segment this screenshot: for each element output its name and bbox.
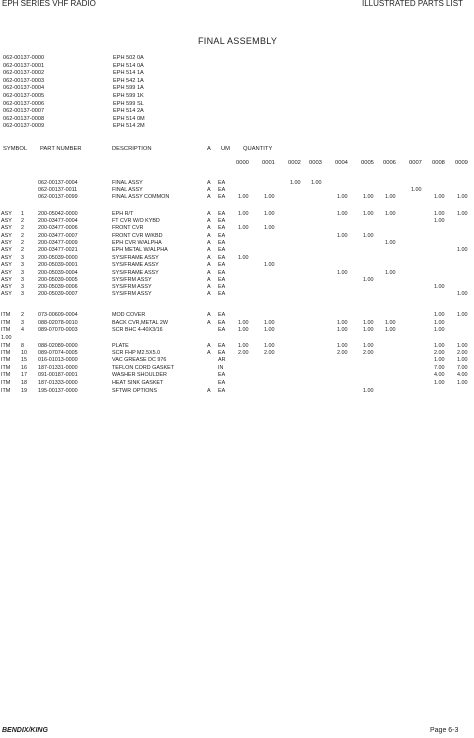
row-quantity: 1.00 (363, 320, 374, 326)
row-unit: EA (218, 277, 226, 283)
table-row (0, 187, 474, 194)
row-description: FINAL ASSY COMMON (112, 194, 170, 200)
table-row (0, 255, 474, 262)
row-description: EPH METAL W/ALPHA (112, 247, 168, 253)
row-quantity: 1.00 (434, 320, 445, 326)
row-a-code: A (207, 187, 211, 193)
row-description: PLATE (112, 343, 129, 349)
row-item-number: 19 (21, 388, 27, 394)
row-symbol: ASY (1, 211, 12, 217)
row-item-number: 1 (21, 211, 24, 217)
row-unit: EA (218, 350, 226, 356)
model-part-number: 062-00137-0007 (3, 108, 45, 115)
row-description: SCR FHP M2.5X5.0 (112, 350, 161, 356)
row-quantity: 1.00 (337, 270, 348, 276)
row-item-number: 3 (21, 284, 24, 290)
table-row (0, 357, 474, 364)
row-part-number: 089-07074-0005 (38, 350, 78, 356)
col-symbol: SYMBOL (3, 146, 28, 152)
table-row (0, 225, 474, 232)
row-quantity: 2.00 (434, 350, 445, 356)
row-quantity: 1.00 (264, 194, 275, 200)
row-item-number: 16 (21, 365, 27, 371)
row-part-number: 200-05039-0005 (38, 277, 78, 283)
row-description: SCR BHC 4-40X3/16 (112, 327, 163, 333)
model-name: EPH 542 1A (113, 77, 144, 84)
row-quantity: 1.00 (363, 388, 374, 394)
row-a-code: A (207, 233, 211, 239)
row-description: BACK CVR,METAL 2W (112, 320, 169, 326)
row-unit: EA (218, 255, 226, 261)
row-symbol: ITM (1, 312, 11, 318)
row-a-code: A (207, 284, 211, 290)
row-quantity: 1.00 (434, 312, 445, 318)
qty-col-header: 0005 (361, 160, 374, 166)
row-part-number: 200-03477-0009 (38, 240, 78, 246)
row-quantity: 2.00 (337, 350, 348, 356)
row-part-number: 187-01333-0000 (38, 380, 78, 386)
row-part-number: 062-00137-0011 (38, 187, 78, 193)
model-part-number: 062-00137-0002 (3, 70, 45, 77)
page-title: FINAL ASSEMBLY (198, 36, 278, 46)
row-unit: IN (218, 365, 224, 371)
row-quantity: 1.00 (337, 320, 348, 326)
row-quantity: 7.00 (457, 365, 468, 371)
row-quantity: 1.00 (363, 327, 374, 333)
row-quantity: 1.00 (385, 320, 396, 326)
row-quantity: 1.00 (238, 211, 249, 217)
row-description: SYS/FRAME ASSY (112, 255, 159, 261)
row-unit: EA (218, 247, 226, 253)
table-row (0, 372, 474, 379)
row-item-number: 18 (21, 380, 27, 386)
row-item-number: 3 (21, 255, 24, 261)
row-a-code: A (207, 240, 211, 246)
table-row (0, 277, 474, 284)
row-unit: EA (218, 211, 226, 217)
row-description: MOD COVER (112, 312, 146, 318)
col-part-number: PART NUMBER (40, 146, 82, 152)
row-quantity: 1.00 (457, 357, 468, 363)
row-unit: EA (218, 284, 226, 290)
model-part-number: 062-00137-0003 (3, 77, 45, 84)
row-symbol: ITM (1, 343, 11, 349)
table-row (0, 388, 474, 395)
qty-col-header: 0003 (309, 160, 322, 166)
table-row (0, 233, 474, 240)
row-quantity: 1.00 (290, 180, 301, 186)
row-a-code: A (207, 247, 211, 253)
model-part-number: 062-00137-0005 (3, 93, 45, 99)
row-part-number: 195-00137-0000 (38, 388, 78, 394)
row-quantity: 1.00 (457, 343, 468, 349)
row-part-number: 088-02078-0010 (38, 320, 78, 326)
model-name: EPH 514 0A (113, 62, 144, 69)
row-quantity: 1.00 (363, 211, 374, 217)
row-a-code: A (207, 291, 211, 297)
row-quantity: 1.00 (264, 343, 275, 349)
row-part-number: 200-03477-0006 (38, 225, 78, 231)
row-item-number: 2 (21, 247, 24, 253)
table-row (0, 335, 474, 342)
model-name: EPH 514 0M (113, 115, 145, 122)
col-quantity: QUANTITY (243, 146, 273, 152)
header-right: ILLUSTRATED PARTS LIST (362, 0, 463, 8)
table-row (0, 194, 474, 201)
row-item-number: 2 (21, 225, 24, 231)
row-quantity: 1.00 (434, 327, 445, 333)
row-quantity: 2.00 (264, 350, 275, 356)
row-unit: EA (218, 343, 226, 349)
table-row (0, 284, 474, 291)
table-row (0, 320, 474, 327)
row-symbol: ITM (1, 380, 11, 386)
row-quantity: 1.00 (337, 211, 348, 217)
row-quantity: 1.00 (385, 270, 396, 276)
row-part-number: 016-01013-0000 (38, 357, 78, 363)
table-row (0, 380, 474, 387)
model-part-number: 062-00137-0001 (3, 62, 45, 69)
row-item-number: 3 (21, 277, 24, 283)
model-name: EPH 514 2A (113, 108, 144, 115)
row-symbol: ASY (1, 277, 12, 283)
row-symbol: ITM (1, 357, 11, 363)
row-description: FT CVR W/O KYBD (112, 218, 160, 224)
row-a-code: A (207, 180, 211, 186)
row-item-number: 3 (21, 270, 24, 276)
row-unit: EA (218, 233, 226, 239)
table-row (0, 270, 474, 277)
row-unit: EA (218, 312, 226, 318)
row-unit: EA (218, 372, 226, 378)
table-row (0, 262, 474, 269)
row-a-code: A (207, 225, 211, 231)
row-quantity: 1.00 (434, 211, 445, 217)
row-quantity: 1.00 (264, 327, 275, 333)
row-item-number: 2 (21, 240, 24, 246)
row-quantity: 1.00 (264, 320, 275, 326)
row-symbol: ASY (1, 255, 12, 261)
row-part-number: 200-05039-0001 (38, 262, 78, 268)
qty-col-header: 0009 (455, 160, 468, 166)
row-part-number: 089-07070-0003 (38, 327, 78, 333)
row-symbol: ITM (1, 350, 11, 356)
row-quantity: 1.00 (337, 233, 348, 239)
row-a-code: A (207, 194, 211, 200)
row-quantity: 1.00 (363, 277, 374, 283)
model-part-number: 062-00137-0009 (3, 123, 45, 130)
row-description: VAC GREASE DC 976 (112, 357, 167, 363)
row-quantity: 1.00 (385, 194, 396, 200)
table-row (0, 240, 474, 247)
row-quantity: 1.00 (411, 187, 422, 193)
model-name: EPH 514 2M (113, 123, 145, 130)
row-part-number: 200-05039-0006 (38, 284, 78, 290)
row-symbol: ASY (1, 240, 12, 246)
row-quantity: 2.00 (363, 350, 374, 356)
row-part-number: 062-00137-0004 (38, 180, 78, 186)
row-quantity: 1.00 (385, 327, 396, 333)
row-description: FRONT CVR (112, 225, 144, 231)
row-quantity: 1.00 (264, 211, 275, 217)
table-row (0, 365, 474, 372)
row-a-code: A (207, 320, 211, 326)
qty-col-header: 0002 (288, 160, 301, 166)
row-description: EPH CVR W/ALPHA (112, 240, 162, 246)
row-quantity: 1.00 (457, 211, 468, 217)
row-unit: EA (218, 270, 226, 276)
row-unit: EA (218, 291, 226, 297)
row-part-number: 200-05039-0004 (38, 270, 78, 276)
row-part-number: 200-05042-0000 (38, 211, 78, 217)
row-quantity: 7.00 (434, 365, 445, 371)
row-part-number: 200-03477-0021 (38, 247, 78, 253)
row-description: SFTWR OPTIONS (112, 388, 157, 394)
row-quantity: 1.00 (264, 225, 275, 231)
row-description: WASHER SHOULDER (112, 372, 167, 378)
row-item-number: 8 (21, 343, 24, 349)
row-quantity: 1.00 (238, 225, 249, 231)
row-unit: AR (218, 357, 226, 363)
row-quantity: 1.00 (363, 343, 374, 349)
row-part-number: 200-03477-0004 (38, 218, 78, 224)
row-a-code: A (207, 312, 211, 318)
row-quantity: 1.00 (264, 262, 275, 268)
row-quantity: 1.00 (457, 247, 468, 253)
row-quantity: 2.00 (238, 350, 249, 356)
row-quantity: 1.00 (457, 312, 468, 318)
row-symbol: ITM (1, 365, 11, 371)
row-quantity: 1.00 (363, 233, 374, 239)
row-description: FINAL ASSY (112, 180, 143, 186)
row-quantity: 1.00 (238, 194, 249, 200)
row-quantity: 1.00 (457, 194, 468, 200)
row-quantity: 1.00 (385, 240, 396, 246)
row-a-code: A (207, 211, 211, 217)
model-part-number: 062-00137-0000 (3, 55, 45, 61)
row-unit: EA (218, 388, 226, 394)
row-symbol: ASY (1, 225, 12, 231)
row-quantity: 1.00 (337, 327, 348, 333)
row-description: SYS/FRM ASSY (112, 284, 152, 290)
row-description: SYS/FRAME ASSY (112, 262, 159, 268)
table-row (0, 350, 474, 357)
model-part-number: 062-00137-0006 (3, 100, 45, 107)
table-row (0, 327, 474, 334)
table-row (0, 343, 474, 350)
row-symbol: ITM (1, 372, 11, 378)
row-symbol: ASY (1, 233, 12, 239)
row-part-number: 200-03477-0007 (38, 233, 78, 239)
row-a-code: A (207, 277, 211, 283)
row-description: SYS/FRM ASSY (112, 277, 152, 283)
col-description: DESCRIPTION (112, 146, 152, 152)
row-quantity: 1.00 (337, 194, 348, 200)
qty-col-header: 0008 (432, 160, 445, 166)
row-description: FRONT CVR W/KBD (112, 233, 163, 239)
table-row (0, 291, 474, 298)
table-row (0, 247, 474, 254)
footer-right: Page 6-3 (430, 727, 459, 734)
row-quantity: 1.00 (457, 291, 468, 297)
table-row (0, 218, 474, 225)
row-a-code: A (207, 218, 211, 224)
model-part-number: 062-00137-0008 (3, 115, 45, 122)
row-part-number: 200-05039-0000 (38, 255, 78, 261)
row-item-number: 10 (21, 350, 27, 356)
row-unit: EA (218, 320, 226, 326)
row-a-code: A (207, 255, 211, 261)
row-symbol: ASY (1, 291, 12, 297)
row-unit: EA (218, 380, 226, 386)
row-item-number: 2 (21, 218, 24, 224)
row-symbol: ASY (1, 284, 12, 290)
row-item-number: 15 (21, 357, 27, 363)
table-row (0, 180, 474, 187)
qty-col-header: 0004 (335, 160, 348, 166)
row-unit: EA (218, 225, 226, 231)
row-unit: EA (218, 218, 226, 224)
footer-left: BENDIX/KING (2, 727, 48, 734)
row-quantity: 1.00 (238, 255, 249, 261)
row-symbol: ASY (1, 218, 12, 224)
row-description: SYS/FRAME ASSY (112, 270, 159, 276)
row-item-number: 17 (21, 372, 27, 378)
row-unit: EA (218, 240, 226, 246)
row-part-number: 200-05039-0007 (38, 291, 78, 297)
row-item-number: 3 (21, 262, 24, 268)
row-description: FINAL ASSY (112, 187, 143, 193)
row-item-number: 2 (21, 312, 24, 318)
row-symbol: ITM (1, 327, 11, 333)
row-symbol: ITM (1, 388, 11, 394)
model-name: EPH 599 1A (113, 85, 144, 92)
row-quantity: 4.00 (457, 372, 468, 378)
header-left: EPH SERIES VHF RADIO (2, 0, 96, 8)
table-row (0, 211, 474, 218)
qty-col-header: 0001 (262, 160, 275, 166)
row-quantity: 1.00 (434, 284, 445, 290)
row-quantity: 1.00 (337, 343, 348, 349)
row-part-number: 073-00609-0004 (38, 312, 78, 318)
model-name: EPH 514 1A (113, 70, 144, 77)
qty-col-header: 0006 (383, 160, 396, 166)
row-quantity: 1.00 (238, 320, 249, 326)
model-name: EPH 502 0A (113, 55, 144, 61)
qty-col-header: 0007 (409, 160, 422, 166)
row-quantity: 4.00 (434, 372, 445, 378)
row-a-code: A (207, 388, 211, 394)
row-a-code: A (207, 350, 211, 356)
row-unit: EA (218, 262, 226, 268)
row-symbol: ASY (1, 247, 12, 253)
row-unit: EA (218, 180, 226, 186)
col-um: UM (221, 146, 231, 152)
row-description: EPH R/T (112, 211, 134, 217)
row-quantity: 1.00 (434, 218, 445, 224)
row-part-number: 088-02089-0000 (38, 343, 78, 349)
col-a: A (207, 146, 211, 152)
row-quantity: 1.00 (238, 327, 249, 333)
row-a-code: A (207, 343, 211, 349)
model-name: EPH 599 SL (113, 100, 144, 107)
row-quantity: 1.00 (434, 380, 445, 386)
row-symbol: ITM (1, 320, 11, 326)
row-unit: EA (218, 187, 226, 193)
row-part-number: 187-01331-0000 (38, 365, 78, 371)
qty-col-header: 0000 (236, 160, 249, 166)
row-quantity: 1.00 (238, 343, 249, 349)
row-item-number: 2 (21, 233, 24, 239)
row-quantity: 1.00 (363, 194, 374, 200)
row-quantity: 1.00 (434, 194, 445, 200)
model-name: EPH 599 1K (113, 93, 144, 99)
row-item-number: 3 (21, 320, 24, 326)
row-quantity: 1.00 (311, 180, 322, 186)
row-quantity: 1.00 (457, 380, 468, 386)
row-unit: EA (218, 194, 226, 200)
row-item-number: 3 (21, 291, 24, 297)
row-symbol: 1.00 (1, 335, 12, 341)
row-item-number: 4 (21, 327, 24, 333)
table-row (0, 312, 474, 319)
row-symbol: ASY (1, 262, 12, 268)
row-description: HEAT SINK GASKET (112, 380, 164, 386)
row-quantity: 2.00 (457, 350, 468, 356)
row-quantity: 1.00 (434, 343, 445, 349)
row-symbol: ASY (1, 270, 12, 276)
row-quantity: 1.00 (434, 357, 445, 363)
row-part-number: 062-00137-0099 (38, 194, 78, 200)
row-unit: EA (218, 327, 226, 333)
row-quantity: 1.00 (385, 211, 396, 217)
row-part-number: 091-00187-0001 (38, 372, 78, 378)
row-a-code: A (207, 270, 211, 276)
model-part-number: 062-00137-0004 (3, 85, 45, 92)
row-description: SYS/FRM ASSY (112, 291, 152, 297)
row-a-code: A (207, 262, 211, 268)
row-description: TEFLON CORD GASKET (112, 365, 175, 371)
